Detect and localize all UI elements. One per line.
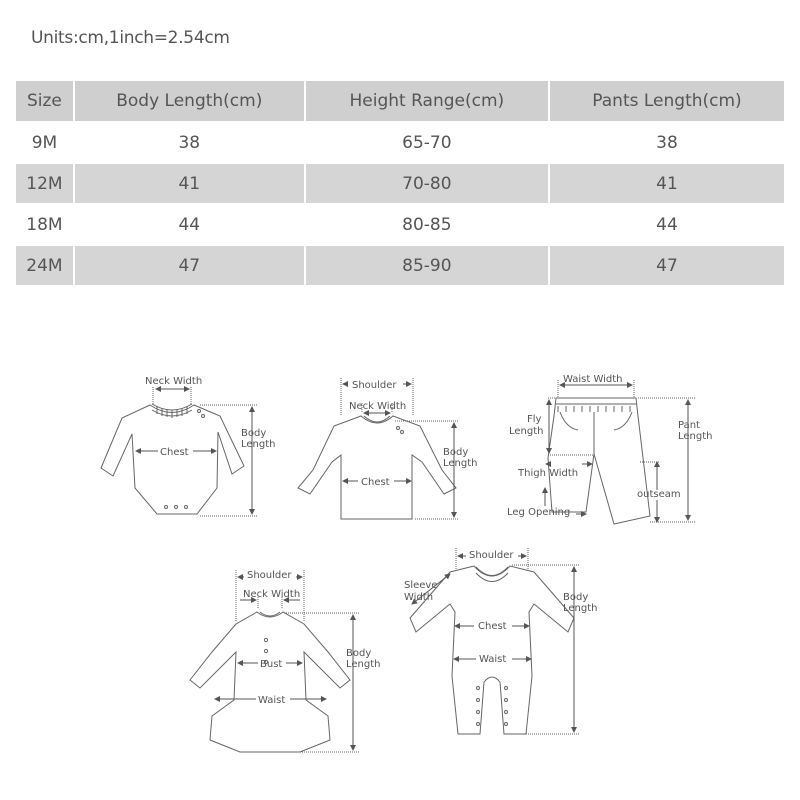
romper-sleeve-label: Sleeve [404, 580, 438, 591]
pants-outseam-label: outseam [637, 489, 681, 500]
dress-body-label: Body [346, 648, 372, 659]
header-height-range: Height Range(cm) [306, 81, 548, 123]
cell-height-range: 80-85 [306, 205, 548, 246]
pants-thigh-width-label: Thigh Width [518, 468, 579, 479]
top-diagram [298, 378, 458, 519]
pants-diagram [545, 380, 696, 524]
cell-body-length: 41 [75, 164, 304, 205]
cell-body-length: 47 [75, 246, 304, 287]
cell-size: 24M [16, 246, 73, 287]
pants-pant-label: Pant [678, 420, 700, 431]
cell-height-range: 70-80 [306, 164, 548, 205]
cell-pants-length: 38 [550, 123, 784, 164]
dress-waist-label: Waist [258, 695, 286, 706]
header-body-length: Body Length(cm) [75, 81, 304, 123]
cell-pants-length: 47 [550, 246, 784, 287]
cell-height-range: 85-90 [306, 246, 548, 287]
top-neck-width-label: Neck Width [349, 401, 407, 412]
cell-body-length: 38 [75, 123, 304, 164]
header-pants-length: Pants Length(cm) [550, 81, 784, 123]
top-chest-label: Chest [361, 477, 390, 488]
romper-chest-label: Chest [478, 621, 507, 632]
pants-fly-label: Fly [527, 414, 542, 425]
cell-size: 9M [16, 123, 73, 164]
pants-leg-opening-label: Leg Opening [507, 507, 571, 518]
dress-length-label: Length [346, 659, 381, 670]
cell-size: 12M [16, 164, 73, 205]
dress-neck-width-label: Neck Width [243, 589, 301, 600]
dress-bust-label: Bust [260, 659, 283, 670]
bodysuit-length-label: Length [241, 439, 276, 450]
pants-fly-length-label: Length [509, 426, 544, 437]
bodysuit-chest-label: Chest [160, 447, 189, 458]
romper-waist-label: Waist [479, 654, 507, 665]
cell-pants-length: 44 [550, 205, 784, 246]
romper-length-label: Length [563, 603, 598, 614]
header-size: Size [16, 81, 73, 123]
bodysuit-body-label: Body [241, 428, 267, 439]
romper-body-label: Body [563, 592, 589, 603]
romper-width-label: Width [404, 592, 434, 603]
pants-waist-width-label: Waist Width [563, 374, 623, 385]
romper-diagram [410, 548, 580, 734]
top-body-label: Body [443, 447, 469, 458]
pants-pant-length-label: Length [678, 431, 713, 442]
cell-pants-length: 41 [550, 164, 784, 205]
cell-body-length: 44 [75, 205, 304, 246]
top-shoulder-label: Shoulder [352, 380, 397, 391]
dress-shoulder-label: Shoulder [247, 570, 292, 581]
bodysuit-neck-width-label: Neck Width [145, 376, 203, 387]
cell-height-range: 65-70 [306, 123, 548, 164]
units-note: Units:cm,1inch=2.54cm [31, 28, 230, 48]
romper-shoulder-label: Shoulder [469, 550, 514, 561]
top-length-label: Length [443, 458, 478, 469]
cell-size: 18M [16, 205, 73, 246]
